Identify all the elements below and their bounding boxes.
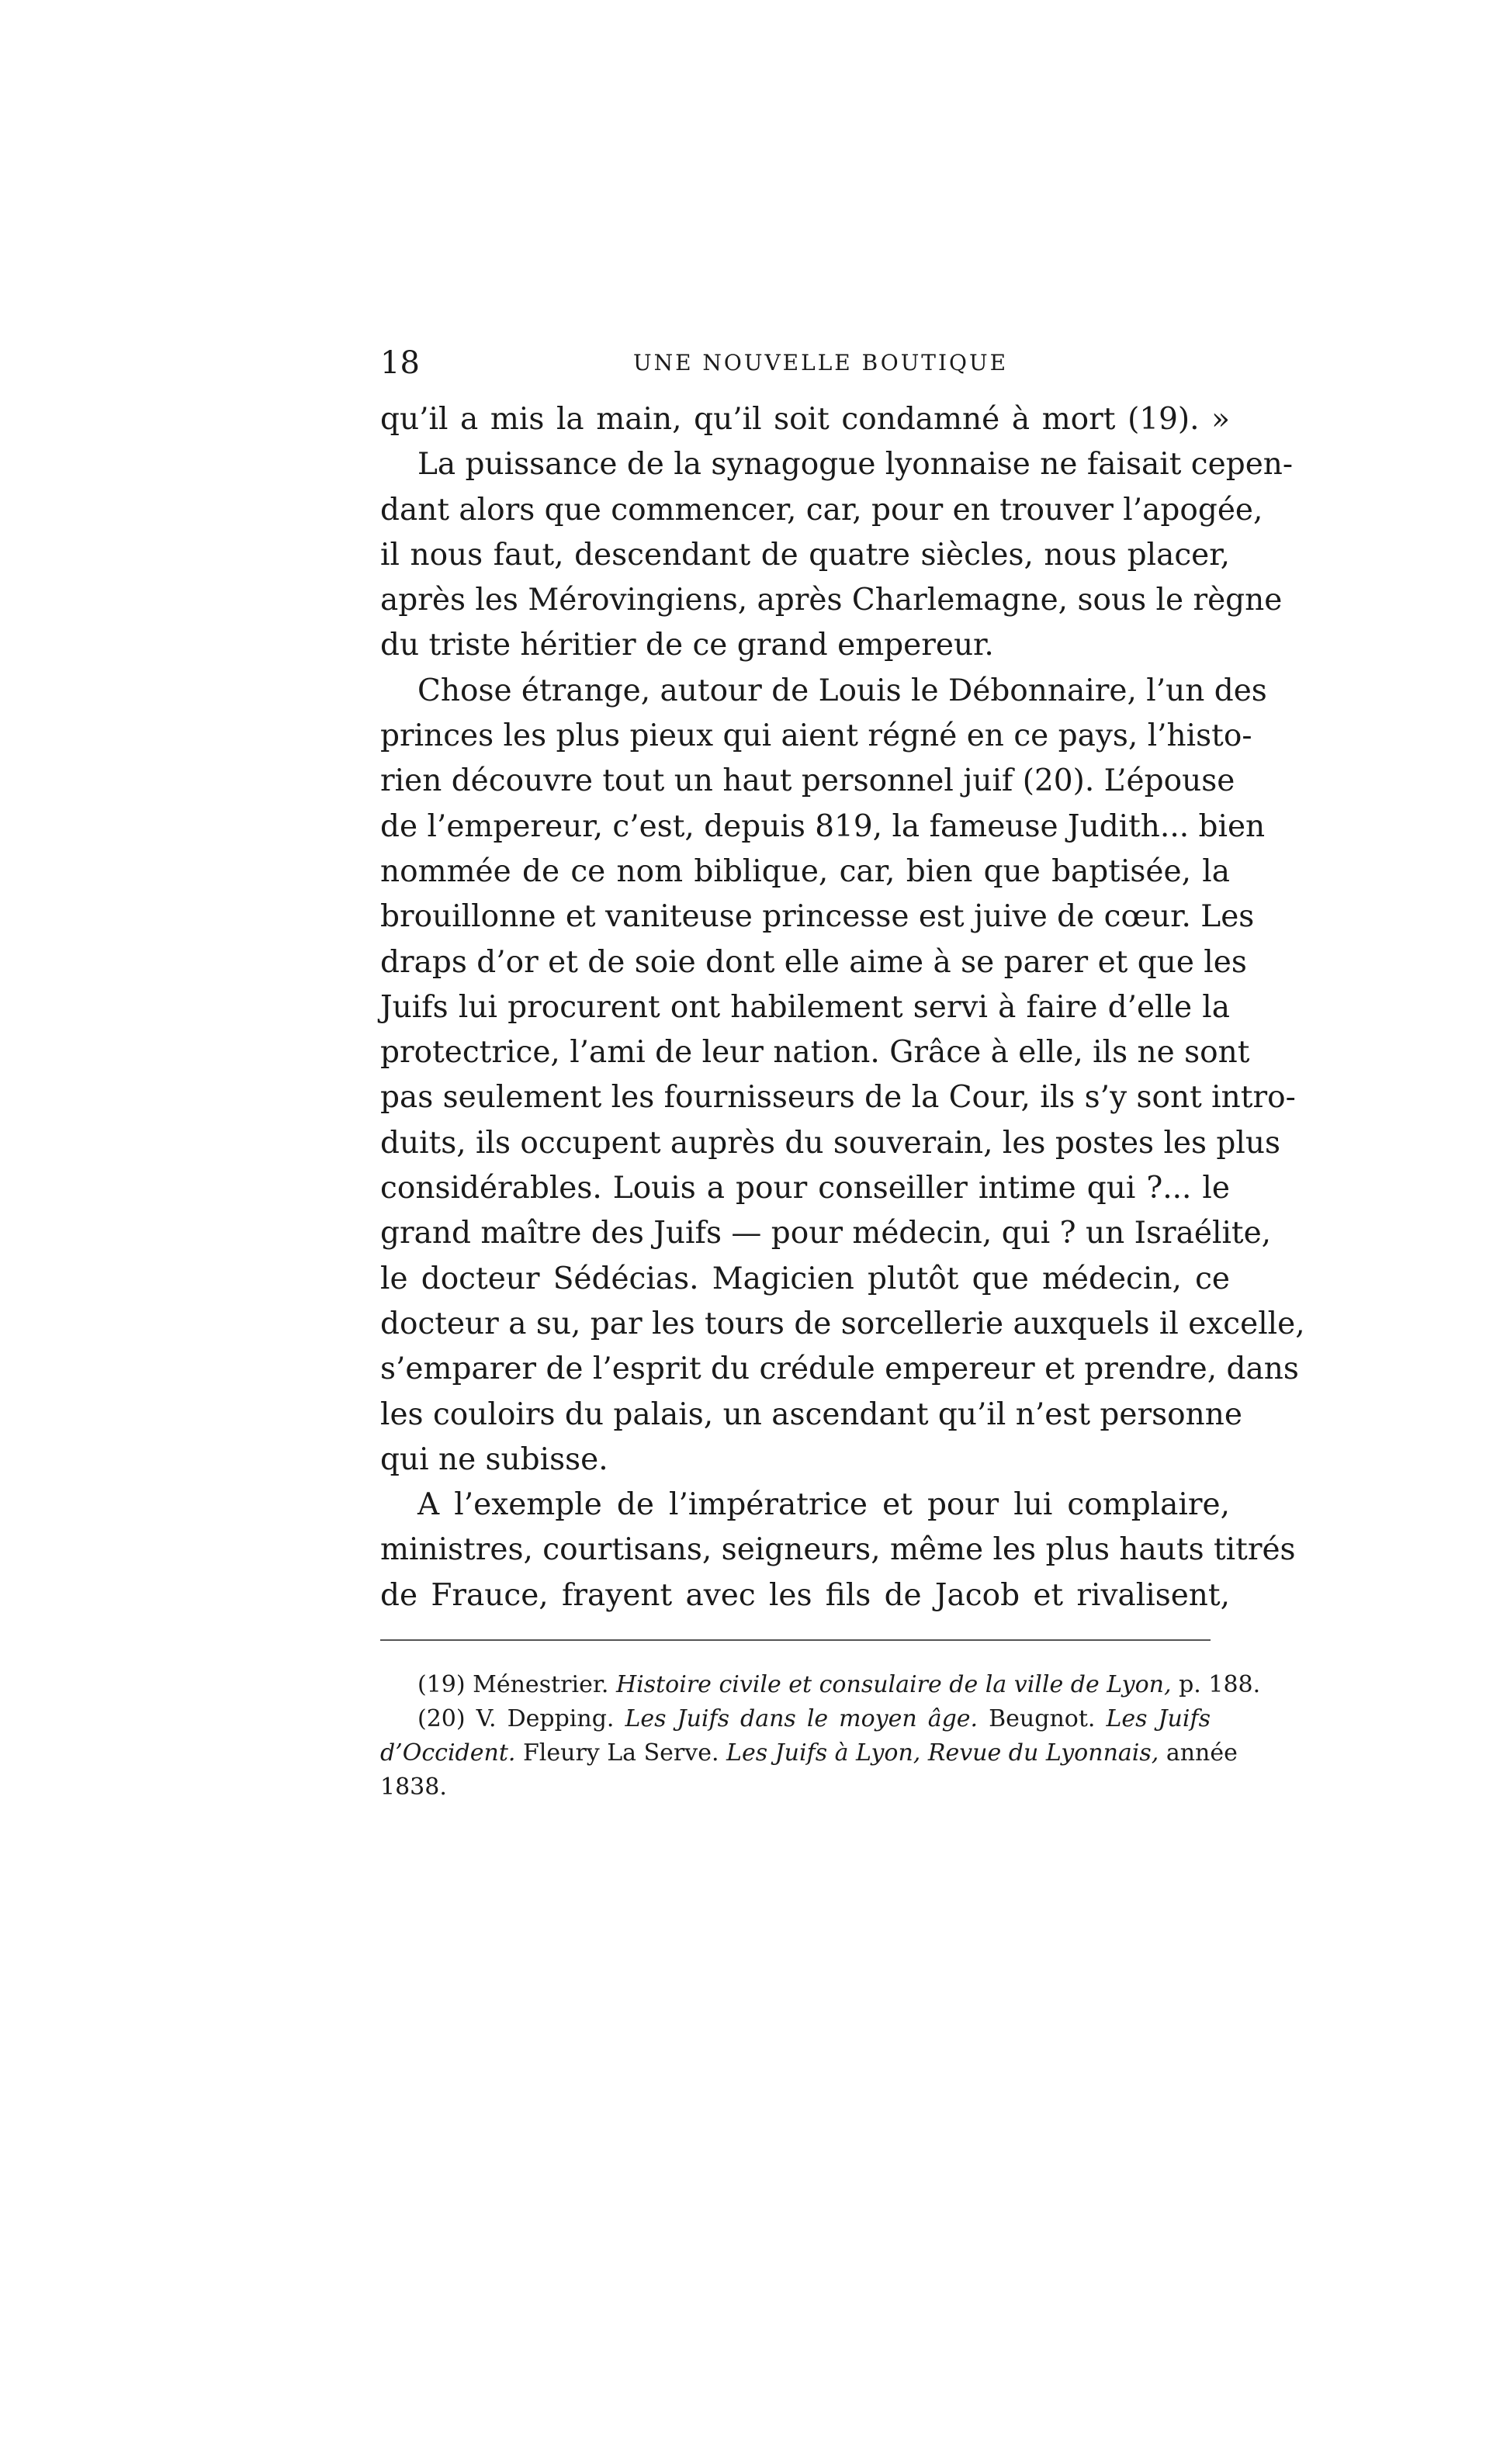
footnote-title: Les Juifs à Lyon, (726, 1739, 921, 1767)
page-number: 18 (380, 345, 420, 381)
text-line: du triste héritier de ce grand empereur. (380, 628, 994, 663)
text-line: de l’empereur, c’est, depuis 819, la fameuse Judith... bien (380, 808, 1266, 844)
running-title: UNE NOUVELLE BOUTIQUE (632, 350, 1009, 375)
footnotes (380, 1668, 1261, 1805)
body-text (380, 397, 1305, 1618)
text-line: grand maître des Juifs — pour médecin, qui ? un Israélite, (380, 1216, 1272, 1251)
footnote-title: Les Juifs (1106, 1705, 1211, 1732)
footnote-journal: Revue du Lyonnais, (927, 1739, 1159, 1767)
text-line: il nous faut, descendant de quatre siècles, nous placer, (380, 537, 1230, 573)
text-line: pas seulement les fournisseurs de la Cour, ils s’y sont intro- (380, 1080, 1296, 1116)
footnote-title: Les Juifs dans le moyen âge. (625, 1705, 979, 1732)
text-line: rien découvre tout un haut personnel juif (20). L’épouse (380, 763, 1235, 799)
text-line: nommée de ce nom biblique, car, bien que baptisée, la (380, 853, 1230, 889)
footnote-year-label: année (1166, 1739, 1238, 1767)
footnote-author: Ménestrier. (473, 1671, 609, 1698)
footnote-19 (380, 1668, 1261, 1702)
page-header (380, 340, 1230, 386)
text-line: après les Mérovingiens, après Charlemagne, sous le règne (380, 583, 1283, 618)
footnote-title: d’Occident. (380, 1739, 516, 1767)
footnote-page: p. 188. (1179, 1671, 1261, 1698)
text-line: s’emparer de l’esprit du crédule empereur et prendre, dans (380, 1351, 1299, 1387)
text-line: draps d’or et de soie dont elle aime à se parer et que les (380, 944, 1247, 980)
text-line: ministres, courtisans, seigneurs, même les plus hauts titrés (380, 1532, 1296, 1568)
text-line: dant alors que commencer, car, pour en trouver l’apogée, (380, 492, 1263, 528)
footnote-divider (380, 1639, 1211, 1641)
footnote-year: 1838. (380, 1774, 447, 1801)
text-line: qu’il a mis la main, qu’il soit condamné à mort (19). » (380, 402, 1230, 437)
text-line: brouillonne et vaniteuse princesse est juive de cœur. Les (380, 899, 1255, 935)
footnote-20-line-1 (380, 1702, 1211, 1736)
text-line: protectrice, l’ami de leur nation. Grâce à elle, ils ne sont (380, 1035, 1250, 1071)
text-line: considérables. Louis a pour conseiller intime qui ?... le (380, 1171, 1230, 1206)
text-line: princes les plus pieux qui aient régné en ce pays, l’histo- (380, 718, 1252, 754)
footnote-20-line-2 (380, 1736, 1238, 1770)
text-line: de Frauce, frayent avec les fils de Jacob et rivalisent, (380, 1577, 1230, 1613)
footnote-title: Histoire civile et consulaire de la ville de Lyon, (615, 1671, 1172, 1698)
text-line: La puissance de la synagogue lyonnaise ne faisait cepen- (417, 447, 1294, 483)
footnote-author: Beugnot. (989, 1705, 1096, 1732)
text-line: le docteur Sédécias. Magicien plutôt que médecin, ce (380, 1261, 1230, 1296)
text-line: docteur a su, par les tours de sorcellerie auxquels il excelle, (380, 1306, 1305, 1341)
footnote-marker: (19) (417, 1671, 466, 1698)
text-line: A l’exemple de l’impératrice et pour lui complaire, (417, 1487, 1230, 1523)
text-line: duits, ils occupent auprès du souverain, les postes les plus (380, 1125, 1280, 1161)
text-line: Chose étrange, autour de Louis le Débonnaire, l’un des (417, 673, 1267, 708)
text-line: les couloirs du palais, un ascendant qu’il n’est personne (380, 1396, 1242, 1432)
footnote-author: Fleury La Serve. (522, 1739, 719, 1767)
footnote-marker: (20) (417, 1705, 466, 1732)
text-line: qui ne subisse. (380, 1441, 608, 1477)
footnote-author: V. Depping. (476, 1705, 615, 1732)
text-line: Juifs lui procurent ont habilement servi à faire d’elle la (380, 989, 1230, 1025)
footnote-20-line-3 (380, 1770, 1211, 1805)
